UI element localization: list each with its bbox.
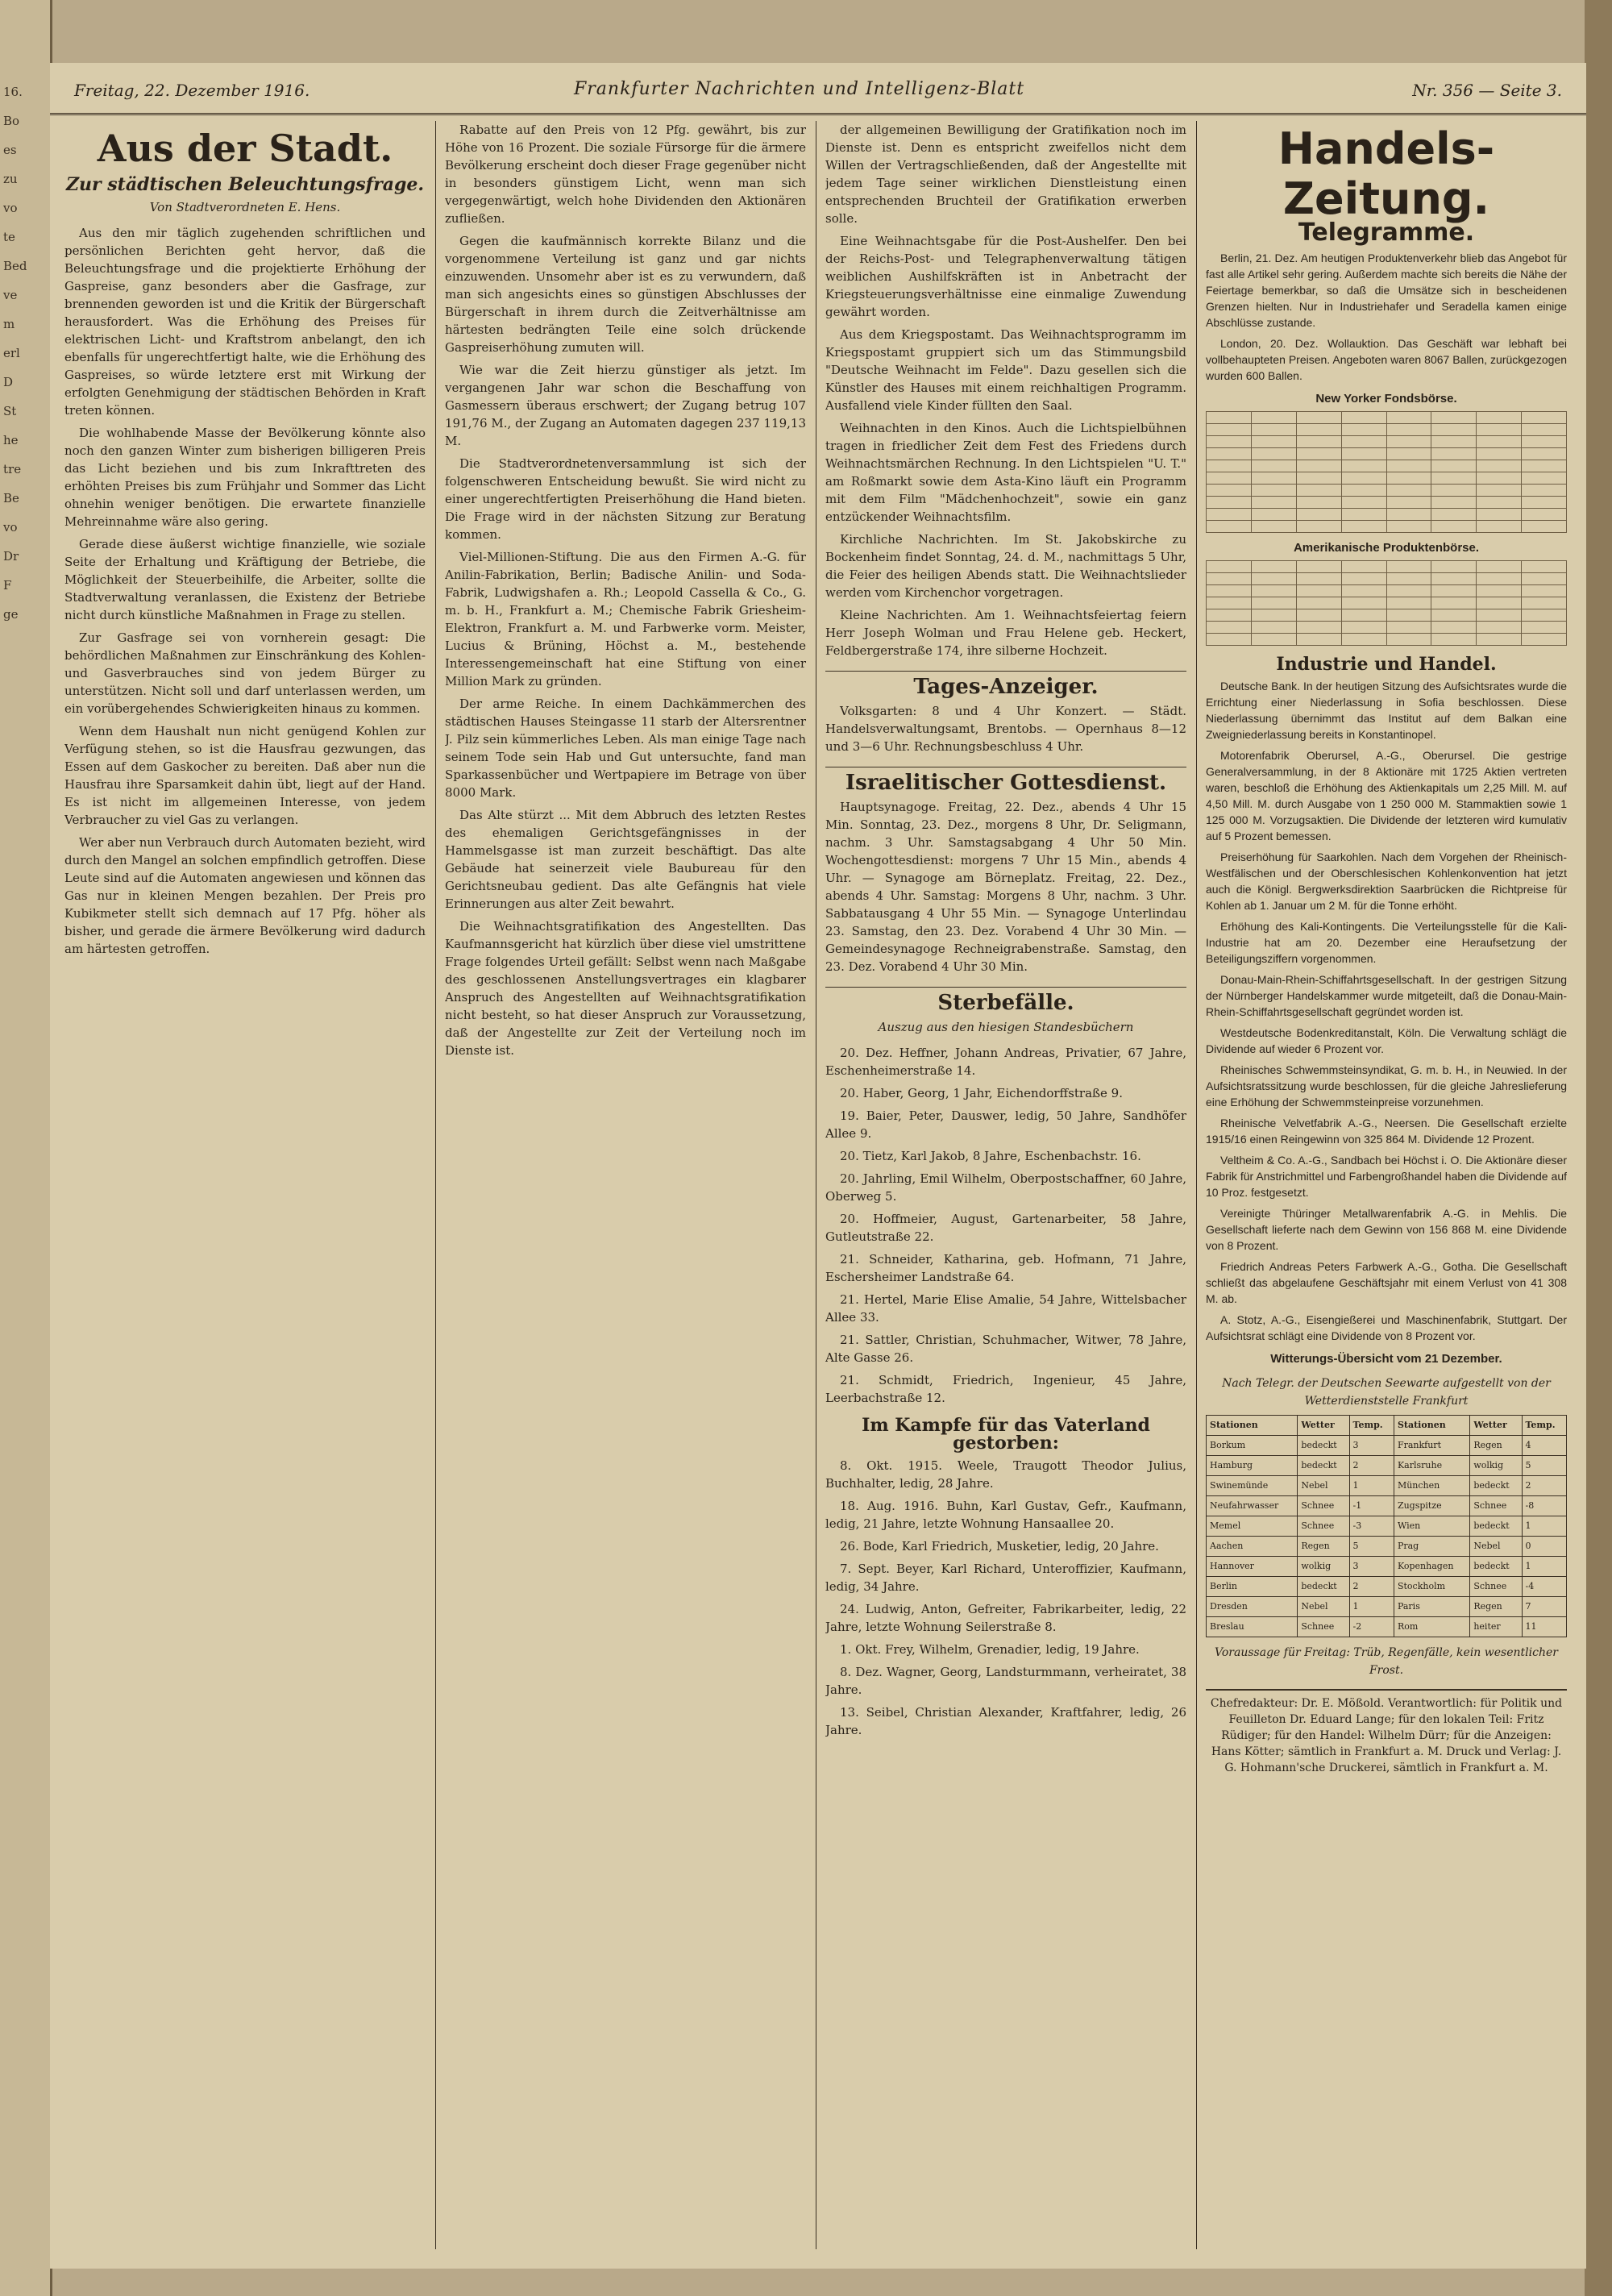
weather-header: Temp.: [1522, 1416, 1567, 1436]
tages-anzeiger-text: Volksgarten: 8 und 4 Uhr Konzert. — Städt. Handelsverwaltungsamt, Brentobs. — Opernhaus 8—12 und 3—6 Uhr. Rechnungsbeschluss 4 Uhr.: [825, 704, 1186, 754]
fallen-notice: 26. Bode, Karl Friedrich, Musketier, ledig, 20 Jahre.: [840, 1539, 1159, 1554]
table-cell: heiter: [1470, 1617, 1522, 1637]
fallen-notice: 24. Ludwig, Anton, Gefreiter, Fabrikarbeiter, ledig, 22 Jahre, letzte Wohnung Seilerstraße 8.: [825, 1602, 1186, 1634]
business-notice: Westdeutsche Bodenkreditanstalt, Köln. Die Verwaltung schlägt die Dividende auf wieder 6 Prozent vor.: [1206, 1026, 1567, 1055]
fallen-notice: 13. Seibel, Christian Alexander, Kraftfahrer, ledig, 26 Jahre.: [825, 1705, 1186, 1737]
weather-header: Stationen: [1207, 1416, 1298, 1436]
table-cell: Schnee: [1298, 1496, 1349, 1516]
telegram: London, 20. Dez. Wollauktion. Das Geschäft war lebhaft bei vollbehaupteten Preisen. Angeboten waren 8067 Ballen, zurückgezogen wurden 600 Ballen.: [1206, 337, 1567, 382]
business-notice: Donau-Main-Rhein-Schiffahrtsgesellschaft. In der gestrigen Sitzung der Nürnberger Handelskammer wurde mitgeteilt, daß die Donau-Main-Rhein-Schiffahrtsgesellschaft gegründet worden ist.: [1206, 973, 1567, 1018]
business-notice: Veltheim & Co. A.-G., Sandbach bei Höchst i. O. Die Aktionäre dieser Fabrik für Anstrichmittel und Farbengroßhandel haben die Dividende auf 10 Proz. festgesetzt.: [1206, 1154, 1567, 1199]
ny-stock-exchange-title: New Yorker Fondsbörse.: [1315, 392, 1457, 406]
table-row: [1207, 1617, 1567, 1637]
column-announcements: [825, 121, 1186, 2249]
article-title: Zur städtischen Beleuchtungsfrage.: [65, 174, 425, 195]
weather-header: Wetter: [1470, 1416, 1522, 1436]
fallen-notice: 18. Aug. 1916. Buhn, Karl Gustav, Gefr., Kaufmann, ledig, 21 Jahre, letzte Wohnung Hansaallee 20.: [825, 1499, 1186, 1531]
section-title: Aus der Stadt.: [97, 127, 393, 170]
paragraph: Wie war die Zeit hierzu günstiger als jetzt. Im vergangenen Jahr war schon die Beschaffung von Gasmessern überaus erschwert; der Zugang betrug 107 191,76 M., der Zugang an Automaten dagegen 237 119,13 M.: [445, 363, 806, 448]
table-cell: München: [1394, 1476, 1469, 1496]
table-row: [1207, 1557, 1567, 1577]
table-cell: bedeckt: [1298, 1577, 1349, 1597]
table-cell: 4: [1522, 1436, 1567, 1456]
death-notice: 21. Schneider, Katharina, geb. Hofmann, 71 Jahre, Eschersheimer Landstraße 64.: [825, 1252, 1186, 1284]
weather-table: [1206, 1415, 1567, 1637]
fallen-notice: 1. Okt. Frey, Wilhelm, Grenadier, ledig, 19 Jahre.: [840, 1642, 1140, 1657]
table-cell: -3: [1349, 1516, 1394, 1537]
table-cell: 5: [1349, 1537, 1394, 1557]
paragraph: Gerade diese äußerst wichtige finanzielle, wie soziale Seite der Erhaltung und Kräftigung der Betriebe, die Möglichkeit der Steuerbeihilfe, die Arbeiter, sollte die Stadtverwaltung veranlassen, die Existenz der Betriebe nicht durch künstliche Maßnahmen in Frage zu stellen.: [64, 537, 426, 622]
column-local-news: [64, 121, 426, 2249]
table-cell: 5: [1522, 1456, 1567, 1476]
table-cell: Stockholm: [1394, 1577, 1469, 1597]
table-row: [1207, 1597, 1567, 1617]
newspaper-page: [50, 63, 1586, 2269]
telegramme-title: Telegramme.: [1298, 218, 1475, 247]
table-cell: -1: [1349, 1496, 1394, 1516]
produkten-exchange-title: Amerikanische Produktenbörse.: [1293, 541, 1480, 555]
fallen-notice: 7. Sept. Beyer, Karl Richard, Unteroffizier, Kaufmann, ledig, 34 Jahre.: [825, 1562, 1186, 1594]
table-cell: Wien: [1394, 1516, 1469, 1537]
table-row: [1207, 1496, 1567, 1516]
table-row: [1207, 1516, 1567, 1537]
previous-page-strip: [0, 0, 52, 2296]
paragraph: Zur Gasfrage sei von vornherein gesagt: Die behördlichen Maßnahmen zur Einschränkung des Kohlen- und Gasverbrauches sind von jedem Bürger zu unterstützen. Nicht soll und darf unterlassen werden, um ein vorübergehendes Schwierigkeiten hinaus zu kommen.: [64, 630, 426, 716]
table-cell: Dresden: [1207, 1597, 1298, 1617]
table-cell: Neufahrwasser: [1207, 1496, 1298, 1516]
column-rule: [435, 121, 436, 2249]
issue-date: Freitag, 22. Dezember 1916.: [74, 81, 310, 100]
death-notice: 20. Dez. Heffner, Johann Andreas, Privatier, 67 Jahre, Eschenheimerstraße 14.: [825, 1046, 1186, 1078]
weather-forecast: Voraussage für Freitag: Trüb, Regenfälle, kein wesentlicher Frost.: [1215, 1646, 1558, 1677]
table-cell: 1: [1522, 1557, 1567, 1577]
paragraph: Wer aber nun Verbrauch durch Automaten bezieht, wird durch den Mangel an solchen empfindlich getroffen. Diese Leute sind auf die Automaten angewiesen und können das Gas nur in kleinen Mengen bezahlen. Der Preis pro Kubikmeter stellt sich demnach auf 17 Pfg. höher als bisher, und gerade die ärmere Bevölkerung wird dadurch am härtesten getroffen.: [64, 835, 426, 956]
death-notice: 20. Jahrling, Emil Wilhelm, Oberpostschaffner, 60 Jahre, Oberweg 5.: [825, 1171, 1186, 1204]
table-cell: Schnee: [1298, 1617, 1349, 1637]
table-cell: Nebel: [1298, 1476, 1349, 1496]
weather-subtitle: Nach Telegr. der Deutschen Seewarte aufgestellt von der Wetterdienststelle Frankfurt: [1222, 1377, 1551, 1408]
weather-title: Witterungs-Übersicht vom 21 Dezember.: [1270, 1352, 1502, 1366]
business-notice: Motorenfabrik Oberursel, A.-G., Oberursel. Die gestrige Generalversammlung, in der 8 Aktionäre mit 1725 Aktien vertreten waren, beschloß die Erhöhung des Aktienkapitals um 2,25 Mill. M. auf 4,50 Mill. M. durch Ausgabe von 1 250 000 M. Stammaktien sowie 1 125 000 M. Vorzugsaktien. Die Dividende der letzteren wird kumulativ auf 5 Prozent bemessen.: [1206, 749, 1567, 842]
paragraph: Die Stadtverordnetenversammlung ist sich der folgenschweren Entscheidung bewußt. Sie wird nicht zu einer ungerechtfertigten Preiserhöhung die Hand bieten. Die Frage wird in der nächsten Sitzung zur Beratung kommen.: [445, 456, 806, 542]
table-cell: Nebel: [1470, 1537, 1522, 1557]
paragraph: Aus dem Kriegspostamt. Das Weihnachtsprogramm im Kriegspostamt gruppiert sich um das Stimmungsbild "Deutsche Weihnacht im Felde". Dazu gesellen sich die Künstler des Hauses mit einem reichhaltigen Programm. Ausfallend viele Kinder füllten den Saal.: [825, 327, 1186, 413]
table-cell: 1: [1522, 1516, 1567, 1537]
column-local-news-continued: [445, 121, 806, 2249]
business-notice: Deutsche Bank. In der heutigen Sitzung des Aufsichtsrates wurde die Errichtung einer Niederlassung in Sofia beschlossen. Diese Niederlassung übernimmt das Institut auf dem Balkan eine Zweigniederlassung bereits in Konstantinopel.: [1206, 680, 1567, 741]
table-cell: Regen: [1470, 1597, 1522, 1617]
weather-header: Temp.: [1349, 1416, 1394, 1436]
business-notice: A. Stotz, A.-G., Eisengießerei und Maschinenfabrik, Stuttgart. Der Aufsichtsrat schlägt eine Dividende von 8 Prozent vor.: [1206, 1313, 1567, 1342]
table-cell: Karlsruhe: [1394, 1456, 1469, 1476]
industrie-title: Industrie und Handel.: [1276, 654, 1497, 675]
paragraph: Wenn dem Haushalt nun nicht genügend Kohlen zur Verfügung stehen, so ist die Hausfrau gezwungen, das Essen auf dem Gaskocher zu bereiten. Daß aber nun die Hausfrau ihre Sparsamkeit dahin übt, liegt auf der Hand. Es ist nicht im allgemeinen Interesse, von jedem Verbraucher zu viel Gas zu verlangen.: [64, 724, 426, 827]
death-notice: 20. Haber, Georg, 1 Jahr, Eichendorffstraße 9.: [840, 1086, 1123, 1100]
death-notice: 21. Hertel, Marie Elise Amalie, 54 Jahre, Wittelsbacher Allee 33.: [825, 1292, 1186, 1325]
fallen-notice: 8. Dez. Wagner, Georg, Landsturmmann, verheiratet, 38 Jahre.: [825, 1665, 1186, 1697]
table-cell: Regen: [1470, 1436, 1522, 1456]
table-cell: wolkig: [1298, 1557, 1349, 1577]
business-notice: Erhöhung des Kali-Kontingents. Die Verteilungsstelle für die Kali-Industrie hat am 20. Dezember eine Heraufsetzung der Beteiligungsziffern vorgenommen.: [1206, 920, 1567, 965]
paragraph: Der arme Reiche. In einem Dachkämmerchen des städtischen Hauses Steingasse 11 starb der Altersrentner J. Pilz sein kümmerliches Leben. Als man einige Tage nach seinem Tode sein Hab und Gut untersuchte, fand man Sparkassenbücher und Wertpapiere im Betrage von über 8000 Mark.: [445, 697, 806, 800]
table-cell: -4: [1522, 1577, 1567, 1597]
table-row: [1207, 1537, 1567, 1557]
newspaper-title: Frankfurter Nachrichten und Intelligenz-Blatt: [574, 79, 1025, 99]
table-cell: Berlin: [1207, 1577, 1298, 1597]
table-cell: Schnee: [1470, 1496, 1522, 1516]
table-cell: 2: [1349, 1456, 1394, 1476]
death-notice: 21. Sattler, Christian, Schuhmacher, Witwer, 78 Jahre, Alte Gasse 26.: [825, 1333, 1186, 1365]
paragraph: Die Weihnachtsgratifikation des Angestellten. Das Kaufmannsgericht hat kürzlich über diese viel umstrittene Frage folgendes Urteil gefällt: Selbst wenn nach Maßgabe des geschlossenen Anstellungsvertrages ein klagbarer Anspruch des Angestellten auf Weihnachtsgratifikation nicht besteht, so hat dieser Anspruch zur Voraussetzung, daß der Angestellte zur Zeit der Verteilung noch im Dienste ist.: [445, 919, 806, 1058]
table-cell: 11: [1522, 1617, 1567, 1637]
table-cell: Hamburg: [1207, 1456, 1298, 1476]
business-notice: Rheinische Velvetfabrik A.-G., Neersen. Die Gesellschaft erzielte 1915/16 einen Reingewinn von 325 864 M. Dividende 12 Prozent.: [1206, 1117, 1567, 1146]
column-handels-zeitung: [1206, 121, 1567, 2249]
death-notice: 20. Hoffmeier, August, Gartenarbeiter, 58 Jahre, Gutleutstraße 22.: [825, 1212, 1186, 1244]
paragraph: Die wohlhabende Masse der Bevölkerung könnte also noch den ganzen Winter zum bisherigen billigeren Preis das Licht beziehen und bis zum Inkrafttreten des erhöhten Preises bis zum Frühjahr und Sommer das Licht ohnehin weniger benötigen. Die erwartete finanzielle Mehreinnahme wäre also gering.: [64, 426, 426, 529]
fallen-soldiers-list: [825, 1457, 1186, 1739]
death-notice: 21. Schmidt, Friedrich, Ingenieur, 45 Jahre, Leerbachstraße 12.: [825, 1373, 1186, 1405]
table-cell: bedeckt: [1470, 1516, 1522, 1537]
gottesdienst-title: Israelitischer Gottesdienst.: [825, 767, 1186, 792]
table-cell: Swinemünde: [1207, 1476, 1298, 1496]
weather-header: Wetter: [1298, 1416, 1349, 1436]
page-header: [50, 63, 1586, 115]
produkten-table: [1206, 560, 1567, 646]
table-cell: bedeckt: [1298, 1456, 1349, 1476]
sterbefaelle-subtitle: Auszug aus den hiesigen Standesbüchern: [878, 1020, 1134, 1034]
table-cell: -8: [1522, 1496, 1567, 1516]
table-cell: Nebel: [1298, 1597, 1349, 1617]
table-cell: Schnee: [1298, 1516, 1349, 1537]
table-cell: -2: [1349, 1617, 1394, 1637]
paragraph: Kirchliche Nachrichten. Im St. Jakobskirche zu Bockenheim findet Sonntag, 24. d. M., nachmittags 5 Uhr, die Feier des heiligen Abends statt. Die Weihnachtslieder werden vom Kirchenchor vorgetragen.: [825, 532, 1186, 600]
table-cell: 2: [1349, 1577, 1394, 1597]
paragraph: Weihnachten in den Kinos. Auch die Lichtspielbühnen tragen in friedlicher Zeit dem Fest des Friedens durch Weihnachtsmärchen Rechnung. In den Lichtspielen "U. T." am Roßmarkt sowie dem Asta-Kino läuft ein Programm mit dem Film "Mädchenhochzeit", sowie ein ganz entzückender Weihnachtsfilm.: [825, 421, 1186, 524]
binding-edge: [1585, 0, 1612, 2296]
previous-page-fragment: 16. Bo es zu vo te Bed ve m erl D St he tre Be vo Dr F ge: [3, 85, 27, 622]
table-cell: bedeckt: [1470, 1557, 1522, 1577]
table-cell: Regen: [1298, 1537, 1349, 1557]
table-cell: Aachen: [1207, 1537, 1298, 1557]
fallen-soldiers-title: Im Kampfe für das Vaterland gestorben:: [862, 1415, 1150, 1454]
article-byline: Von Stadtverordneten E. Hens.: [149, 200, 341, 214]
table-cell: Rom: [1394, 1617, 1469, 1637]
table-cell: Memel: [1207, 1516, 1298, 1537]
paragraph: Eine Weihnachtsgabe für die Post-Aushelfer. Den bei der Reichs-Post- und Telegraphenverwaltung tätigen weiblichen Aushilfskräften ist in Anbetracht der Kriegsteuerungsverhältnisse eine einmalige Zuwendung gewährt worden.: [825, 234, 1186, 319]
table-cell: wolkig: [1470, 1456, 1522, 1476]
tages-anzeiger-title: Tages-Anzeiger.: [825, 671, 1186, 696]
impressum: Chefredakteur: Dr. E. Mößold. Verantwortlich: für Politik und Feuilleton Dr. Eduard Lange; für den lokalen Teil: Fritz Rüdiger; für den Handel: Wilhelm Dürr; für die Anzeigen: Hans Kötter; sämtlich in Frankfurt a. M. Druck und Verlag: J. G. Hohmann'sche Druckerei, sämtlich in Frankfurt a. M.: [1206, 1689, 1567, 1776]
gottesdienst-text: Hauptsynagoge. Freitag, 22. Dez., abends 4 Uhr 15 Min. Sonntag, 23. Dez., morgens 8 Uhr, Dr. Seligmann, nachm. 3 Uhr. Samstagsabgang 4 Uhr 50 Min. Wochengottesdienst: morgens 7 Uhr 15 Min., abends 4 Uhr. — Synagoge am Börneplatz. Freitag, 22. Dez., abends 4 Uhr. Samstag: Morgens 8 Uhr, nachm. 3 Uhr. Sabbatausgang 4 Uhr 55 Min. — Synagoge Unterlindau 23. Samstag, den 23. Dez. Vorabend 4 Uhr 30 Min. — Gemeindesynagoge Rechneigrabenstraße. Samstag, den 23. Dez. Vorabend 4 Uhr 30 Min.: [825, 800, 1186, 974]
paragraph: Aus den mir täglich zugehenden schriftlichen und persönlichen Berichten geht hervor, daß die Beleuchtungsfrage und die projektierte Erhöhung der Gaspreise, ganz besonders aber die Gasfrage, zur brennenden geworden ist und die Kritik der Bürgerschaft herausfordert. Was die Erhöhung des Preises für elektrischen Licht- und Kraftstrom anbelangt, den ich ebenfalls für ungerechtfertigt halte, wie die Erhöhung des Gaspreises, so würde letztere erst mit Wirkung der erfolgten Genehmigung der städtischen Behörden in Kraft treten können.: [64, 226, 426, 418]
table-cell: 1: [1349, 1476, 1394, 1496]
sterbefaelle-title: Sterbefälle.: [825, 987, 1186, 1012]
paragraph: Das Alte stürzt ... Mit dem Abbruch des letzten Restes des ehemaligen Gerichtsgefängnisses in der Hammelsgasse ist man zurzeit beschäftigt. Das alte Gebäude hat seinerzeit viele Baubureau für den Gerichtsneubau gedient. Das alte Gefängnis hat viele Erinnerungen aus alter Zeit bewahrt.: [445, 808, 806, 911]
fallen-notice: 8. Okt. 1915. Weele, Traugott Theodor Julius, Buchhalter, ledig, 28 Jahre.: [825, 1458, 1186, 1491]
table-row: [1207, 1476, 1567, 1496]
table-cell: 7: [1522, 1597, 1567, 1617]
paragraph: Kleine Nachrichten. Am 1. Weihnachtsfeiertag feiern Herr Joseph Wolman und Frau Helene geb. Heckert, Feldbergerstraße 174, ihre silberne Hochzeit.: [825, 608, 1186, 658]
table-row: [1207, 1436, 1567, 1456]
business-notice: Preiserhöhung für Saarkohlen. Nach dem Vorgehen der Rheinisch-Westfälischen und der Oberschlesischen Kohlenkonvention hat jetzt auch die Königl. Bergwerksdirektion Saarbrücken die Richtpreise für Kohlen ab 1. Januar um 2 M. für die Tonne erhöht.: [1206, 851, 1567, 912]
table-cell: Zugspitze: [1394, 1496, 1469, 1516]
weather-header: Stationen: [1394, 1416, 1469, 1436]
business-notice: Vereinigte Thüringer Metallwarenfabrik A.-G. in Mehlis. Die Gesellschaft lieferte nach dem Gewinn von 156 868 M. eine Dividende von 8 Prozent.: [1206, 1207, 1567, 1252]
telegram: Berlin, 21. Dez. Am heutigen Produktenverkehr blieb das Angebot für fast alle Artikel sehr gering. Außerdem machte sich bereits die Nähe der Feiertage bemerkbar, so daß die Umsätze sich in bescheidenen Grenzen hielten. Nur in Industriehafer und Seradella kamen einige Abschlüsse zustande.: [1206, 252, 1567, 329]
paragraph: Rabatte auf den Preis von 12 Pfg. gewährt, bis zur Höhe von 16 Prozent. Die soziale Fürsorge für die ärmere Bevölkerung erscheint doch dieser Frage gegenüber nicht in besonders günstigem Licht, wenn man sich vergegenwärtigt, welch hohe Dividenden den Aktionären zufließen.: [445, 123, 806, 226]
paragraph: der allgemeinen Bewilligung der Gratifikation noch im Dienste ist. Denn es entspricht zweifellos nicht dem Willen der Vertragschließenden, daß der Angestellte mit jedem Tage seiner wirklichen Dienstleistung einen entsprechenden Bruchteil der Gratifikation erwerben solle.: [825, 123, 1186, 226]
column-rule: [1196, 121, 1197, 2249]
death-notice: 19. Baier, Peter, Dauswer, ledig, 50 Jahre, Sandhöfer Allee 9.: [825, 1108, 1186, 1141]
table-cell: bedeckt: [1470, 1476, 1522, 1496]
table-cell: Kopenhagen: [1394, 1557, 1469, 1577]
table-cell: Breslau: [1207, 1617, 1298, 1637]
death-notice: 20. Tietz, Karl Jakob, 8 Jahre, Eschenbachstr. 16.: [840, 1149, 1141, 1163]
table-row: [1207, 1577, 1567, 1597]
paragraph: Viel-Millionen-Stiftung. Die aus den Firmen A.-G. für Anilin-Fabrikation, Berlin; Badische Anilin- und Soda-Fabrik, Ludwigshafen a. Rh.; Leopold Cassella & Co., G. m. b. H., Frankfurt a. M.; Chemische Fabrik Griesheim-Elektron, Frankfurt a. M. und Farbwerke vorm. Meister, Lucius & Brüning, Höchst a. M., bestehende Interessengemeinschaft hat eine Stiftung von einer Million Mark zu gründen.: [445, 550, 806, 688]
business-notice: Friedrich Andreas Peters Farbwerk A.-G., Gotha. Die Gesellschaft schließt das abgelaufene Geschäftsjahr mit einem Verlust von 41 308 M. ab.: [1206, 1260, 1567, 1305]
table-cell: Frankfurt: [1394, 1436, 1469, 1456]
table-cell: 3: [1349, 1557, 1394, 1577]
table-cell: bedeckt: [1298, 1436, 1349, 1456]
paragraph: Gegen die kaufmännisch korrekte Bilanz und die vorgenommene Verteilung ist ganz und gar nichts einzuwenden. Unsomehr aber ist es zu verwundern, daß man sich angesichts eines so günstigen Abschlusses der Bürgerschaft in ihrem durch die Zeitverhältnisse am härtesten bedrängten Teile eine solch drückende Gaspreiserhöhung zumuten will.: [445, 234, 806, 355]
table-cell: 2: [1522, 1476, 1567, 1496]
table-cell: Borkum: [1207, 1436, 1298, 1456]
table-cell: Hannover: [1207, 1557, 1298, 1577]
death-notice-list: [825, 1044, 1186, 1407]
table-cell: Prag: [1394, 1537, 1469, 1557]
table-row: [1207, 1456, 1567, 1476]
table-cell: Schnee: [1470, 1577, 1522, 1597]
handels-zeitung-title: Handels-Zeitung.: [1278, 123, 1495, 224]
table-cell: 1: [1349, 1597, 1394, 1617]
ny-stock-table: [1206, 411, 1567, 533]
page-number: Nr. 356 — Seite 3.: [1412, 81, 1562, 100]
table-cell: Paris: [1394, 1597, 1469, 1617]
table-cell: 3: [1349, 1436, 1394, 1456]
business-notice: Rheinisches Schwemmsteinsyndikat, G. m. b. H., in Neuwied. In der Aufsichtsratssitzung wurde beschlossen, für die gleiche Jahreslieferung eine Erhöhung der Schwemmsteinpreise vorzunehmen.: [1206, 1063, 1567, 1108]
table-cell: 0: [1522, 1537, 1567, 1557]
